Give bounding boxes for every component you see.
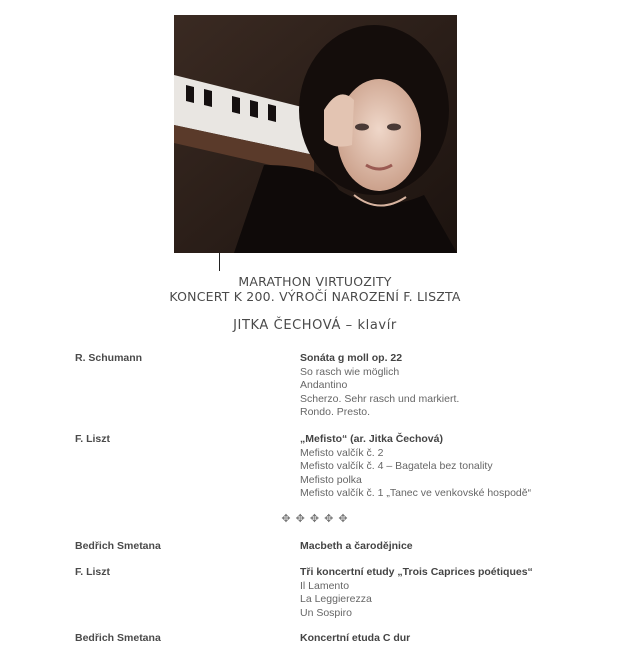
composer-name: F. Liszt (75, 566, 111, 578)
work-title: „Mefisto“ (ar. Jitka Čechová) (300, 433, 443, 445)
movement: Mefisto valčík č. 1 „Tanec ve venkovské hospodě“ (300, 487, 532, 499)
composer-name: Bedřich Smetana (75, 632, 161, 644)
movement: Mefisto valčík č. 4 – Bagatela bez tonality (300, 460, 493, 472)
movement: Rondo. Presto. (300, 406, 371, 418)
work-title: Sonáta g moll op. 22 (300, 352, 403, 364)
performer-name: JITKA ČECHOVÁ – klavír (233, 318, 397, 333)
movement: So rasch wie möglich (300, 365, 400, 378)
movement: Scherzo. Sehr rasch und markiert. (300, 392, 460, 405)
event-title: MARATHON VIRTUOZITY (238, 274, 392, 289)
movement: Andantino (300, 379, 348, 391)
ornament-divider: ✥ ✥ ✥ ✥ ✥ (281, 513, 349, 525)
movement: Un Sospiro (300, 606, 352, 619)
movement: Mefisto polka (300, 473, 362, 486)
movement: Mefisto valčík č. 2 (300, 446, 384, 459)
marker-line (219, 253, 220, 271)
movement: Il Lamento (300, 579, 350, 592)
work-title: Macbeth a čarodějnice (300, 540, 413, 552)
movement: La Leggierezza (300, 593, 372, 605)
composer-name: Bedřich Smetana (75, 540, 161, 552)
work-title: Koncertní etuda C dur (300, 632, 411, 644)
composer-name: F. Liszt (75, 433, 111, 445)
composer-name: R. Schumann (75, 352, 143, 364)
pianist-portrait-photo (174, 15, 457, 253)
event-subtitle: KONCERT K 200. VÝROČÍ NAROZENÍ F. LISZTA (169, 289, 461, 304)
work-title: Tři koncertní etudy „Trois Caprices poétiques“ (300, 566, 533, 578)
